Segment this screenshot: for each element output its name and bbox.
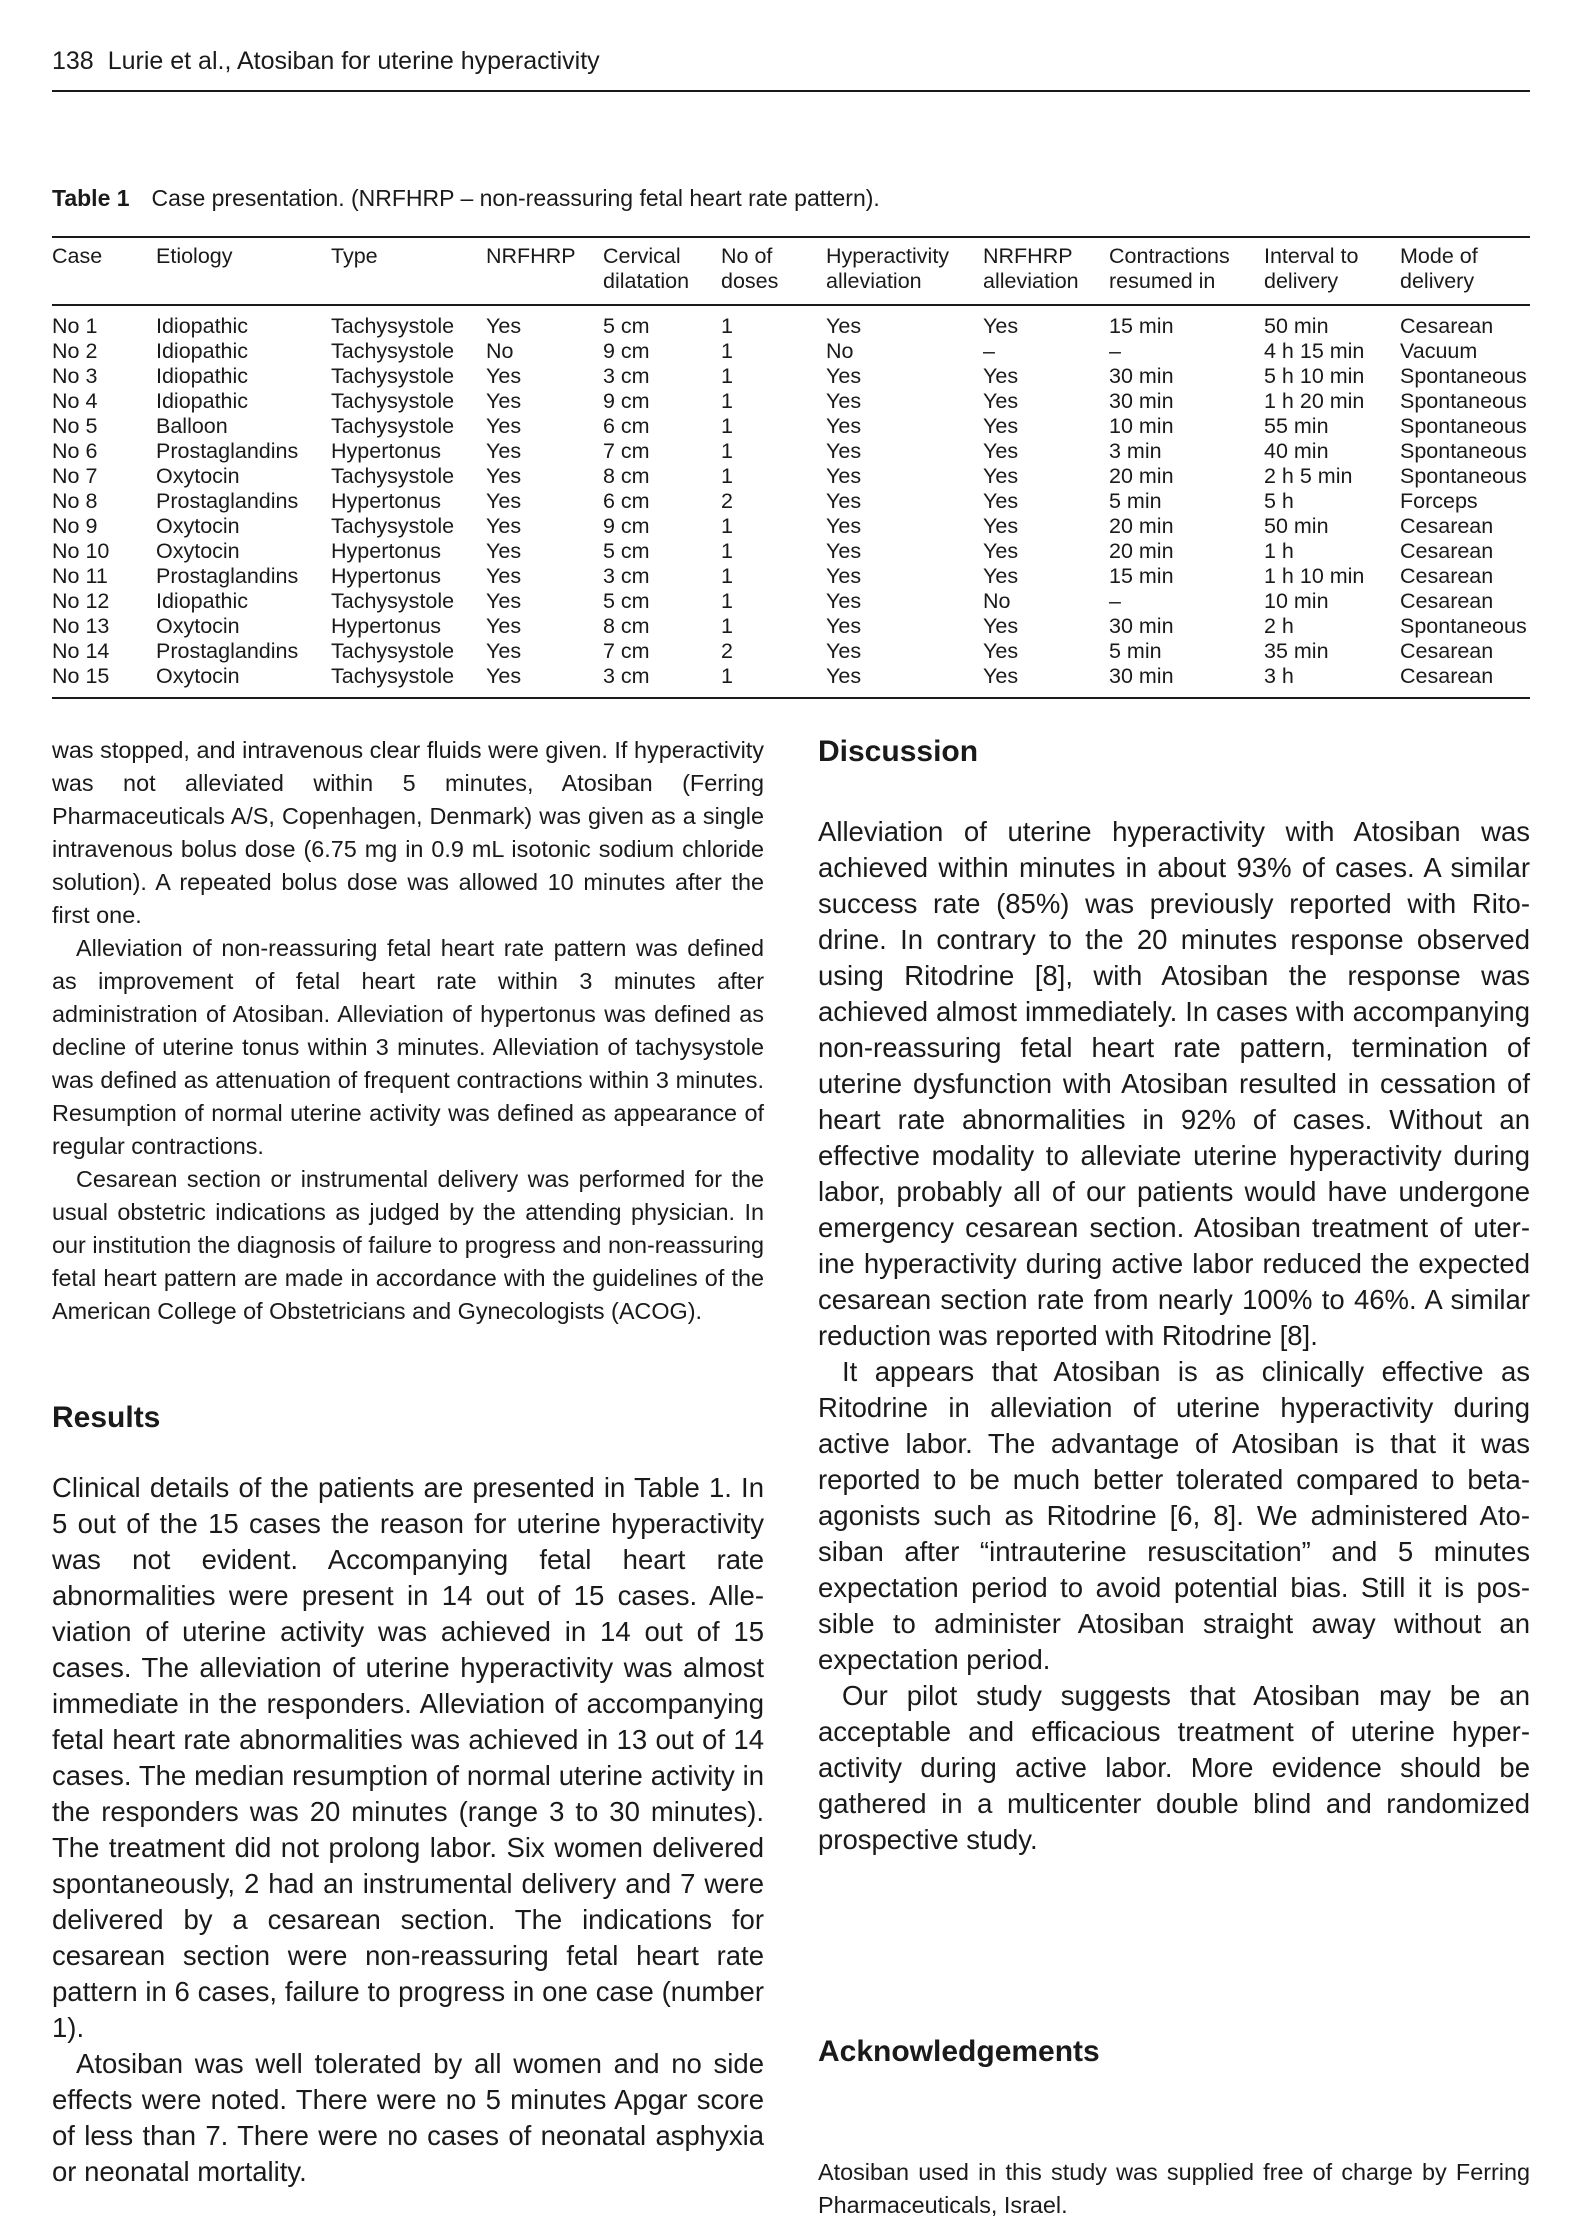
table-cell: Yes bbox=[486, 664, 603, 698]
table-cell: Vacuum bbox=[1400, 339, 1478, 363]
running-head bbox=[52, 46, 1530, 92]
table-cell: No 10 bbox=[52, 539, 110, 563]
table-cell: No 14 bbox=[52, 639, 110, 663]
table-cell: 2 bbox=[721, 489, 733, 513]
results-paragraph: Clinical details of the patients are presented in Table 1. In 5 out of the 15 cases the reason for uterine hyperactivity was not evident. Accompanying fetal heart rate abnormalities were present in 14 out of 15 cases. Alleviation of uterine activity was achieved in 14 out of 15 cases. The alleviation of uterine hyperactivity was almost immediate in the responders. Alleviation of accompanying fetal heart rate abnormalities was achieved in 13 out of 14 cases. The median resumption of normal uterine activity in the responders was 20 minutes (range 3 to 30 minutes). The treatment did not prolong labor. Six women delivered spontaneously, 2 had an instrumental delivery and 7 were delivered by a cesarean section. The indications for cesarean section were non-reassuring fetal heart rate pattern in 6 cases, failure to progress in one case (number 1). bbox=[52, 1472, 764, 2043]
table-cell: Yes bbox=[826, 389, 862, 413]
table-cell: No bbox=[826, 339, 854, 363]
table-cell: 1 bbox=[721, 439, 733, 463]
table-cell: Yes bbox=[486, 589, 522, 613]
table-cell: Tachysystole bbox=[331, 639, 455, 663]
table-cell: 3 min bbox=[1109, 439, 1162, 463]
table-cell: 30 min bbox=[1109, 664, 1264, 698]
table-cell: 1 bbox=[721, 539, 733, 563]
table-cell: 7 cm bbox=[603, 439, 650, 463]
table-row bbox=[52, 439, 1530, 464]
table-cell: 5 min bbox=[1109, 639, 1162, 663]
table-cell: Yes bbox=[826, 439, 862, 463]
table-cell: Yes bbox=[486, 514, 522, 538]
table-cell: Cesarean bbox=[1400, 564, 1494, 588]
table-cell: Yes bbox=[983, 514, 1019, 538]
table-cell: No 9 bbox=[52, 514, 98, 538]
discussion-paragraph: Our pilot study suggests that Atosiban may be an acceptable and efficacious treatment of uterine hyperactivity during active labor. More evidence should be gathered in a multicenter double blind and randomized prospective study. bbox=[818, 1680, 1530, 1855]
table-cell: No 12 bbox=[52, 589, 110, 613]
table-cell: 1 h 20 min bbox=[1264, 389, 1365, 413]
column-header-line: dilatation bbox=[603, 269, 690, 293]
column-header-line: Type bbox=[331, 244, 378, 268]
table-cell: No bbox=[983, 589, 1011, 613]
table-cell: Tachysystole bbox=[331, 414, 455, 438]
table-cell: Cesarean bbox=[1400, 514, 1494, 538]
column-header bbox=[1264, 237, 1400, 305]
left-column bbox=[52, 734, 764, 2190]
table-cell: 4 h 15 min bbox=[1264, 339, 1365, 363]
table-cell: 1 bbox=[721, 314, 733, 338]
table-cell: Oxytocin bbox=[156, 539, 240, 563]
table-cell: – bbox=[983, 339, 995, 363]
case-table bbox=[52, 236, 1530, 699]
table-cell: 1 bbox=[721, 514, 733, 538]
table-cell: Yes bbox=[826, 614, 862, 638]
table-row bbox=[52, 539, 1530, 564]
table-caption-text: Case presentation. (NRFHRP – non-reassuring fetal heart rate pattern). bbox=[151, 185, 880, 211]
table-cell: Prostaglandins bbox=[156, 439, 299, 463]
table-cell: Hypertonus bbox=[331, 614, 441, 638]
table-cell: Yes bbox=[486, 464, 522, 488]
table-cell: 40 min bbox=[1264, 439, 1329, 463]
table-cell: Tachysystole bbox=[331, 364, 455, 388]
table-cell: 55 min bbox=[1264, 414, 1329, 438]
table-cell: No 8 bbox=[52, 489, 98, 513]
column-header-line: Cervical bbox=[603, 244, 681, 268]
table-cell: No bbox=[486, 339, 514, 363]
table-cell: Yes bbox=[826, 364, 862, 388]
table-cell: Spontaneous bbox=[1400, 414, 1527, 438]
table-cell: 3 cm bbox=[603, 364, 650, 388]
table-cell: No 6 bbox=[52, 439, 98, 463]
column-header-line: alleviation bbox=[826, 269, 922, 293]
table-cell: Idiopathic bbox=[156, 364, 249, 388]
column-header bbox=[983, 237, 1109, 305]
table-cell: Cesarean bbox=[1400, 314, 1494, 338]
table-cell: 8 cm bbox=[603, 614, 650, 638]
table-cell: Yes bbox=[983, 639, 1019, 663]
table-row bbox=[52, 364, 1530, 389]
table-cell: Yes bbox=[983, 564, 1019, 588]
table-cell: 6 cm bbox=[603, 489, 650, 513]
table-row bbox=[52, 614, 1530, 639]
column-header bbox=[156, 237, 331, 305]
column-header bbox=[826, 237, 983, 305]
table-cell: Oxytocin bbox=[156, 664, 331, 698]
column-header-line: Mode of bbox=[1400, 244, 1478, 268]
table-cell: Yes bbox=[983, 664, 1109, 698]
table-cell: Yes bbox=[983, 364, 1019, 388]
column-header-line: NRFHRP bbox=[983, 244, 1073, 268]
column-header-line: NRFHRP bbox=[486, 244, 576, 268]
table-cell: 30 min bbox=[1109, 364, 1174, 388]
table-cell: 8 cm bbox=[603, 464, 650, 488]
table-cell: Yes bbox=[826, 564, 862, 588]
table-row bbox=[52, 514, 1530, 539]
table-cell: Yes bbox=[983, 464, 1019, 488]
table-cell: Yes bbox=[983, 614, 1019, 638]
table-cell: Idiopathic bbox=[156, 339, 249, 363]
table-cell: 1 bbox=[721, 464, 733, 488]
table-cell: 5 h bbox=[1264, 489, 1294, 513]
table-cell: Yes bbox=[486, 614, 522, 638]
table-cell: Yes bbox=[486, 414, 522, 438]
table-cell: Tachysystole bbox=[331, 664, 486, 698]
table-cell: 1 bbox=[721, 664, 826, 698]
table-cell: 1 bbox=[721, 564, 733, 588]
table-cell: Yes bbox=[983, 314, 1019, 338]
table-cell: 1 bbox=[721, 414, 733, 438]
table-row bbox=[52, 639, 1530, 664]
table-caption bbox=[52, 183, 880, 213]
column-header bbox=[486, 237, 603, 305]
table-cell: Prostaglandins bbox=[156, 564, 299, 588]
column-header bbox=[1400, 237, 1530, 305]
table-cell: No 7 bbox=[52, 464, 98, 488]
table-cell: 5 cm bbox=[603, 314, 650, 338]
table-cell: Spontaneous bbox=[1400, 464, 1527, 488]
table-cell: Cesarean bbox=[1400, 539, 1494, 563]
methods-paragraph: Alleviation of non-reassuring fetal heart rate pattern was defined as improvement of fetal heart rate within 3 minutes after administration of Atosiban. Alleviation of hypertonus was defined as decline of uterine tonus within 3 minutes. Alleviation of tachysystole was defined as attenuation of frequent contractions within 3 minutes. Resumption of normal uterine activity was defined as appearance of regular contractions. bbox=[52, 935, 764, 1159]
table-cell: Yes bbox=[486, 314, 522, 338]
table-cell: 9 cm bbox=[603, 514, 650, 538]
table-cell: 1 bbox=[721, 364, 733, 388]
table-cell: No 11 bbox=[52, 564, 108, 588]
table-cell: 2 bbox=[721, 639, 733, 663]
table-cell: Oxytocin bbox=[156, 514, 240, 538]
table-cell: 20 min bbox=[1109, 464, 1174, 488]
table-cell: Yes bbox=[486, 639, 522, 663]
table-cell: Yes bbox=[983, 389, 1019, 413]
column-header-line: Interval to bbox=[1264, 244, 1359, 268]
table-cell: 6 cm bbox=[603, 414, 650, 438]
table-cell: 1 h 10 min bbox=[1264, 564, 1365, 588]
table-cell: 9 cm bbox=[603, 389, 650, 413]
table-cell: Yes bbox=[826, 589, 862, 613]
table-cell: 3 h bbox=[1264, 664, 1400, 698]
discussion-paragraph: It appears that Atosiban is as clinically effective as Ritodrine in alleviation of uterine hyperactivity during active labor. The advantage of Atosiban is that it was reported to be much better tolerated compared to beta-agonists such as Ritodrine [6, 8]. We administered Atosiban after “intrauterine resuscitation” and 5 minutes expectation period to avoid potential bias. Still it is possible to administer Atosiban straight away without an expectation period. bbox=[818, 1356, 1530, 1675]
table-cell: – bbox=[1109, 589, 1121, 613]
table-cell: 50 min bbox=[1264, 314, 1329, 338]
column-header-line: delivery bbox=[1264, 269, 1339, 293]
table-row bbox=[52, 414, 1530, 439]
case-table-container bbox=[52, 236, 1530, 699]
right-column bbox=[818, 734, 1530, 2222]
table-cell: No 1 bbox=[52, 314, 98, 338]
page-number: 138 bbox=[52, 47, 94, 75]
table-cell: 35 min bbox=[1264, 639, 1329, 663]
column-header-line: Contractions bbox=[1109, 244, 1230, 268]
table-cell: Balloon bbox=[156, 414, 228, 438]
column-header bbox=[603, 237, 721, 305]
table-cell: Forceps bbox=[1400, 489, 1478, 513]
table-cell: Tachysystole bbox=[331, 589, 455, 613]
table-cell: Yes bbox=[983, 489, 1019, 513]
table-cell: Spontaneous bbox=[1400, 364, 1527, 388]
table-cell: 2 h 5 min bbox=[1264, 464, 1353, 488]
table-cell: Hypertonus bbox=[331, 539, 441, 563]
table-cell: Hypertonus bbox=[331, 489, 441, 513]
table-cell: 10 min bbox=[1109, 414, 1174, 438]
methods-paragraph: was stopped, and intravenous clear fluids were given. If hyperactivity was not alleviated within 5 minutes, Atosiban (Ferring Pharmaceuticals A/S, Copenhagen, Denmark) was given as a single intravenous bolus dose (6.75 mg in 0.9 mL isotonic sodium chloride solution). A repeated bolus dose was allowed 10 minutes after the first one. bbox=[52, 737, 764, 928]
table-cell: Yes bbox=[826, 489, 862, 513]
table-cell: Hypertonus bbox=[331, 439, 441, 463]
table-cell: 10 min bbox=[1264, 589, 1329, 613]
methods-paragraph: Cesarean section or instrumental delivery was performed for the usual obstetric indications as judged by the attending physician. In our institution the diagnosis of failure to progress and non-reassuring fetal heart pattern are made in accordance with the guidelines of the American College of Obstetricians and Gynecologists (ACOG). bbox=[52, 1166, 764, 1324]
table-cell: 7 cm bbox=[603, 639, 650, 663]
table-cell: Oxytocin bbox=[156, 464, 240, 488]
table-cell: 1 bbox=[721, 389, 733, 413]
table-cell: 3 cm bbox=[603, 664, 721, 698]
results-paragraph: Atosiban was well tolerated by all women and no side effects were noted. There were no 5 minutes Apgar score of less than 7. There were no cases of neonatal asphyxia or neonatal mortality. bbox=[52, 2048, 764, 2187]
table-row bbox=[52, 305, 1530, 339]
table-cell: No 2 bbox=[52, 339, 98, 363]
table-cell: 1 h bbox=[1264, 539, 1294, 563]
table-cell: Yes bbox=[486, 364, 522, 388]
column-header bbox=[1109, 237, 1264, 305]
table-cell: Yes bbox=[983, 439, 1019, 463]
acknowledgements-paragraph: Atosiban used in this study was supplied free of charge by Ferring Pharmaceuticals, Israel. bbox=[818, 2159, 1530, 2218]
table-row bbox=[52, 339, 1530, 364]
table-cell: Prostaglandins bbox=[156, 639, 299, 663]
table-cell: Cesarean bbox=[1400, 664, 1530, 698]
table-cell: Yes bbox=[486, 439, 522, 463]
table-cell: Spontaneous bbox=[1400, 614, 1527, 638]
table-cell: Yes bbox=[983, 539, 1019, 563]
table-cell: Yes bbox=[826, 414, 862, 438]
table-cell: 15 min bbox=[1109, 314, 1174, 338]
table-cell: 30 min bbox=[1109, 389, 1174, 413]
table-cell: Spontaneous bbox=[1400, 389, 1527, 413]
column-header-line: Hyperactivity bbox=[826, 244, 950, 268]
table-cell: Yes bbox=[983, 414, 1019, 438]
table-cell: Tachysystole bbox=[331, 389, 455, 413]
table-cell: Yes bbox=[826, 664, 983, 698]
table-row bbox=[52, 464, 1530, 489]
column-header-line: alleviation bbox=[983, 269, 1079, 293]
table-cell: No 4 bbox=[52, 389, 98, 413]
table-header-row bbox=[52, 237, 1530, 305]
column-header-line: No of bbox=[721, 244, 773, 268]
table-body bbox=[52, 305, 1530, 698]
table-cell: Yes bbox=[826, 539, 862, 563]
table-cell: Tachysystole bbox=[331, 464, 455, 488]
results-heading: Results bbox=[52, 1401, 161, 1434]
table-cell: 5 min bbox=[1109, 489, 1162, 513]
table-cell: Hypertonus bbox=[331, 564, 441, 588]
table-row bbox=[52, 664, 1530, 698]
column-header bbox=[52, 237, 156, 305]
discussion-paragraph: Alleviation of uterine hyperactivity with Atosiban was achieved within minutes in about 93% of cases. A similar success rate (85%) was previously reported with Ritodrine. In contrary to the 20 minutes response observed using Ritodrine [8], with Atosiban the response was achieved almost immediately. In cases with accompanying non-reassuring fetal heart rate pattern, termination of uterine dysfunction with Atosiban resulted in cessation of heart rate abnormalities in 92% of cases. Without an effective modality to alleviate uterine hyperactivity during labor, probably all of our patients would have undergone emergency cesarean section. Atosiban treatment of uterine hyperactivity during active labor reduced the expected cesarean section rate from nearly 100% to 46%. A similar reduction was reported with Ritodrine [8]. bbox=[818, 816, 1530, 1351]
table-cell: Idiopathic bbox=[156, 314, 249, 338]
table-cell: Tachysystole bbox=[331, 339, 455, 363]
table-cell: Yes bbox=[486, 539, 522, 563]
table-cell: 1 bbox=[721, 589, 733, 613]
column-header-line: Case bbox=[52, 244, 103, 268]
table-cell: 5 cm bbox=[603, 589, 650, 613]
table-row bbox=[52, 389, 1530, 414]
table-cell: No 3 bbox=[52, 364, 98, 388]
table-row bbox=[52, 589, 1530, 614]
table-cell: Yes bbox=[486, 489, 522, 513]
discussion-heading: Discussion bbox=[818, 735, 979, 768]
table-cell: 9 cm bbox=[603, 339, 650, 363]
column-header bbox=[721, 237, 826, 305]
table-cell: 50 min bbox=[1264, 514, 1329, 538]
table-cell: 30 min bbox=[1109, 614, 1174, 638]
table-cell: No 15 bbox=[52, 664, 156, 698]
column-header-line: delivery bbox=[1400, 269, 1475, 293]
table-cell: Prostaglandins bbox=[156, 489, 299, 513]
table-cell: No 5 bbox=[52, 414, 98, 438]
column-header-line: Etiology bbox=[156, 244, 233, 268]
table-cell: Yes bbox=[826, 639, 862, 663]
table-label: Table 1 bbox=[52, 185, 130, 211]
table-cell: 5 h 10 min bbox=[1264, 364, 1365, 388]
column-header-line: resumed in bbox=[1109, 269, 1216, 293]
running-head-title: Lurie et al., Atosiban for uterine hyperactivity bbox=[107, 47, 600, 75]
table-row bbox=[52, 564, 1530, 589]
table-cell: 20 min bbox=[1109, 539, 1174, 563]
table-cell: Yes bbox=[826, 464, 862, 488]
acknowledgements-heading: Acknowledgements bbox=[818, 2035, 1100, 2068]
table-cell: – bbox=[1109, 339, 1121, 363]
table-cell: 20 min bbox=[1109, 514, 1174, 538]
table-cell: Yes bbox=[486, 389, 522, 413]
table-row bbox=[52, 489, 1530, 514]
table-cell: 5 cm bbox=[603, 539, 650, 563]
column-header bbox=[331, 237, 486, 305]
table-cell: 1 bbox=[721, 614, 733, 638]
table-cell: Yes bbox=[826, 514, 862, 538]
table-cell: Idiopathic bbox=[156, 389, 249, 413]
table-cell: 2 h bbox=[1264, 614, 1294, 638]
table-cell: No 13 bbox=[52, 614, 110, 638]
table-cell: 3 cm bbox=[603, 564, 650, 588]
table-cell: Tachysystole bbox=[331, 314, 455, 338]
table-cell: Cesarean bbox=[1400, 589, 1494, 613]
table-cell: Yes bbox=[826, 314, 862, 338]
table-cell: 15 min bbox=[1109, 564, 1174, 588]
table-cell: Cesarean bbox=[1400, 639, 1494, 663]
table-cell: Tachysystole bbox=[331, 514, 455, 538]
table-cell: 1 bbox=[721, 339, 733, 363]
column-header-line: doses bbox=[721, 269, 779, 293]
table-cell: Idiopathic bbox=[156, 589, 249, 613]
table-cell: Oxytocin bbox=[156, 614, 240, 638]
table-cell: Spontaneous bbox=[1400, 439, 1527, 463]
table-cell: Yes bbox=[486, 564, 522, 588]
